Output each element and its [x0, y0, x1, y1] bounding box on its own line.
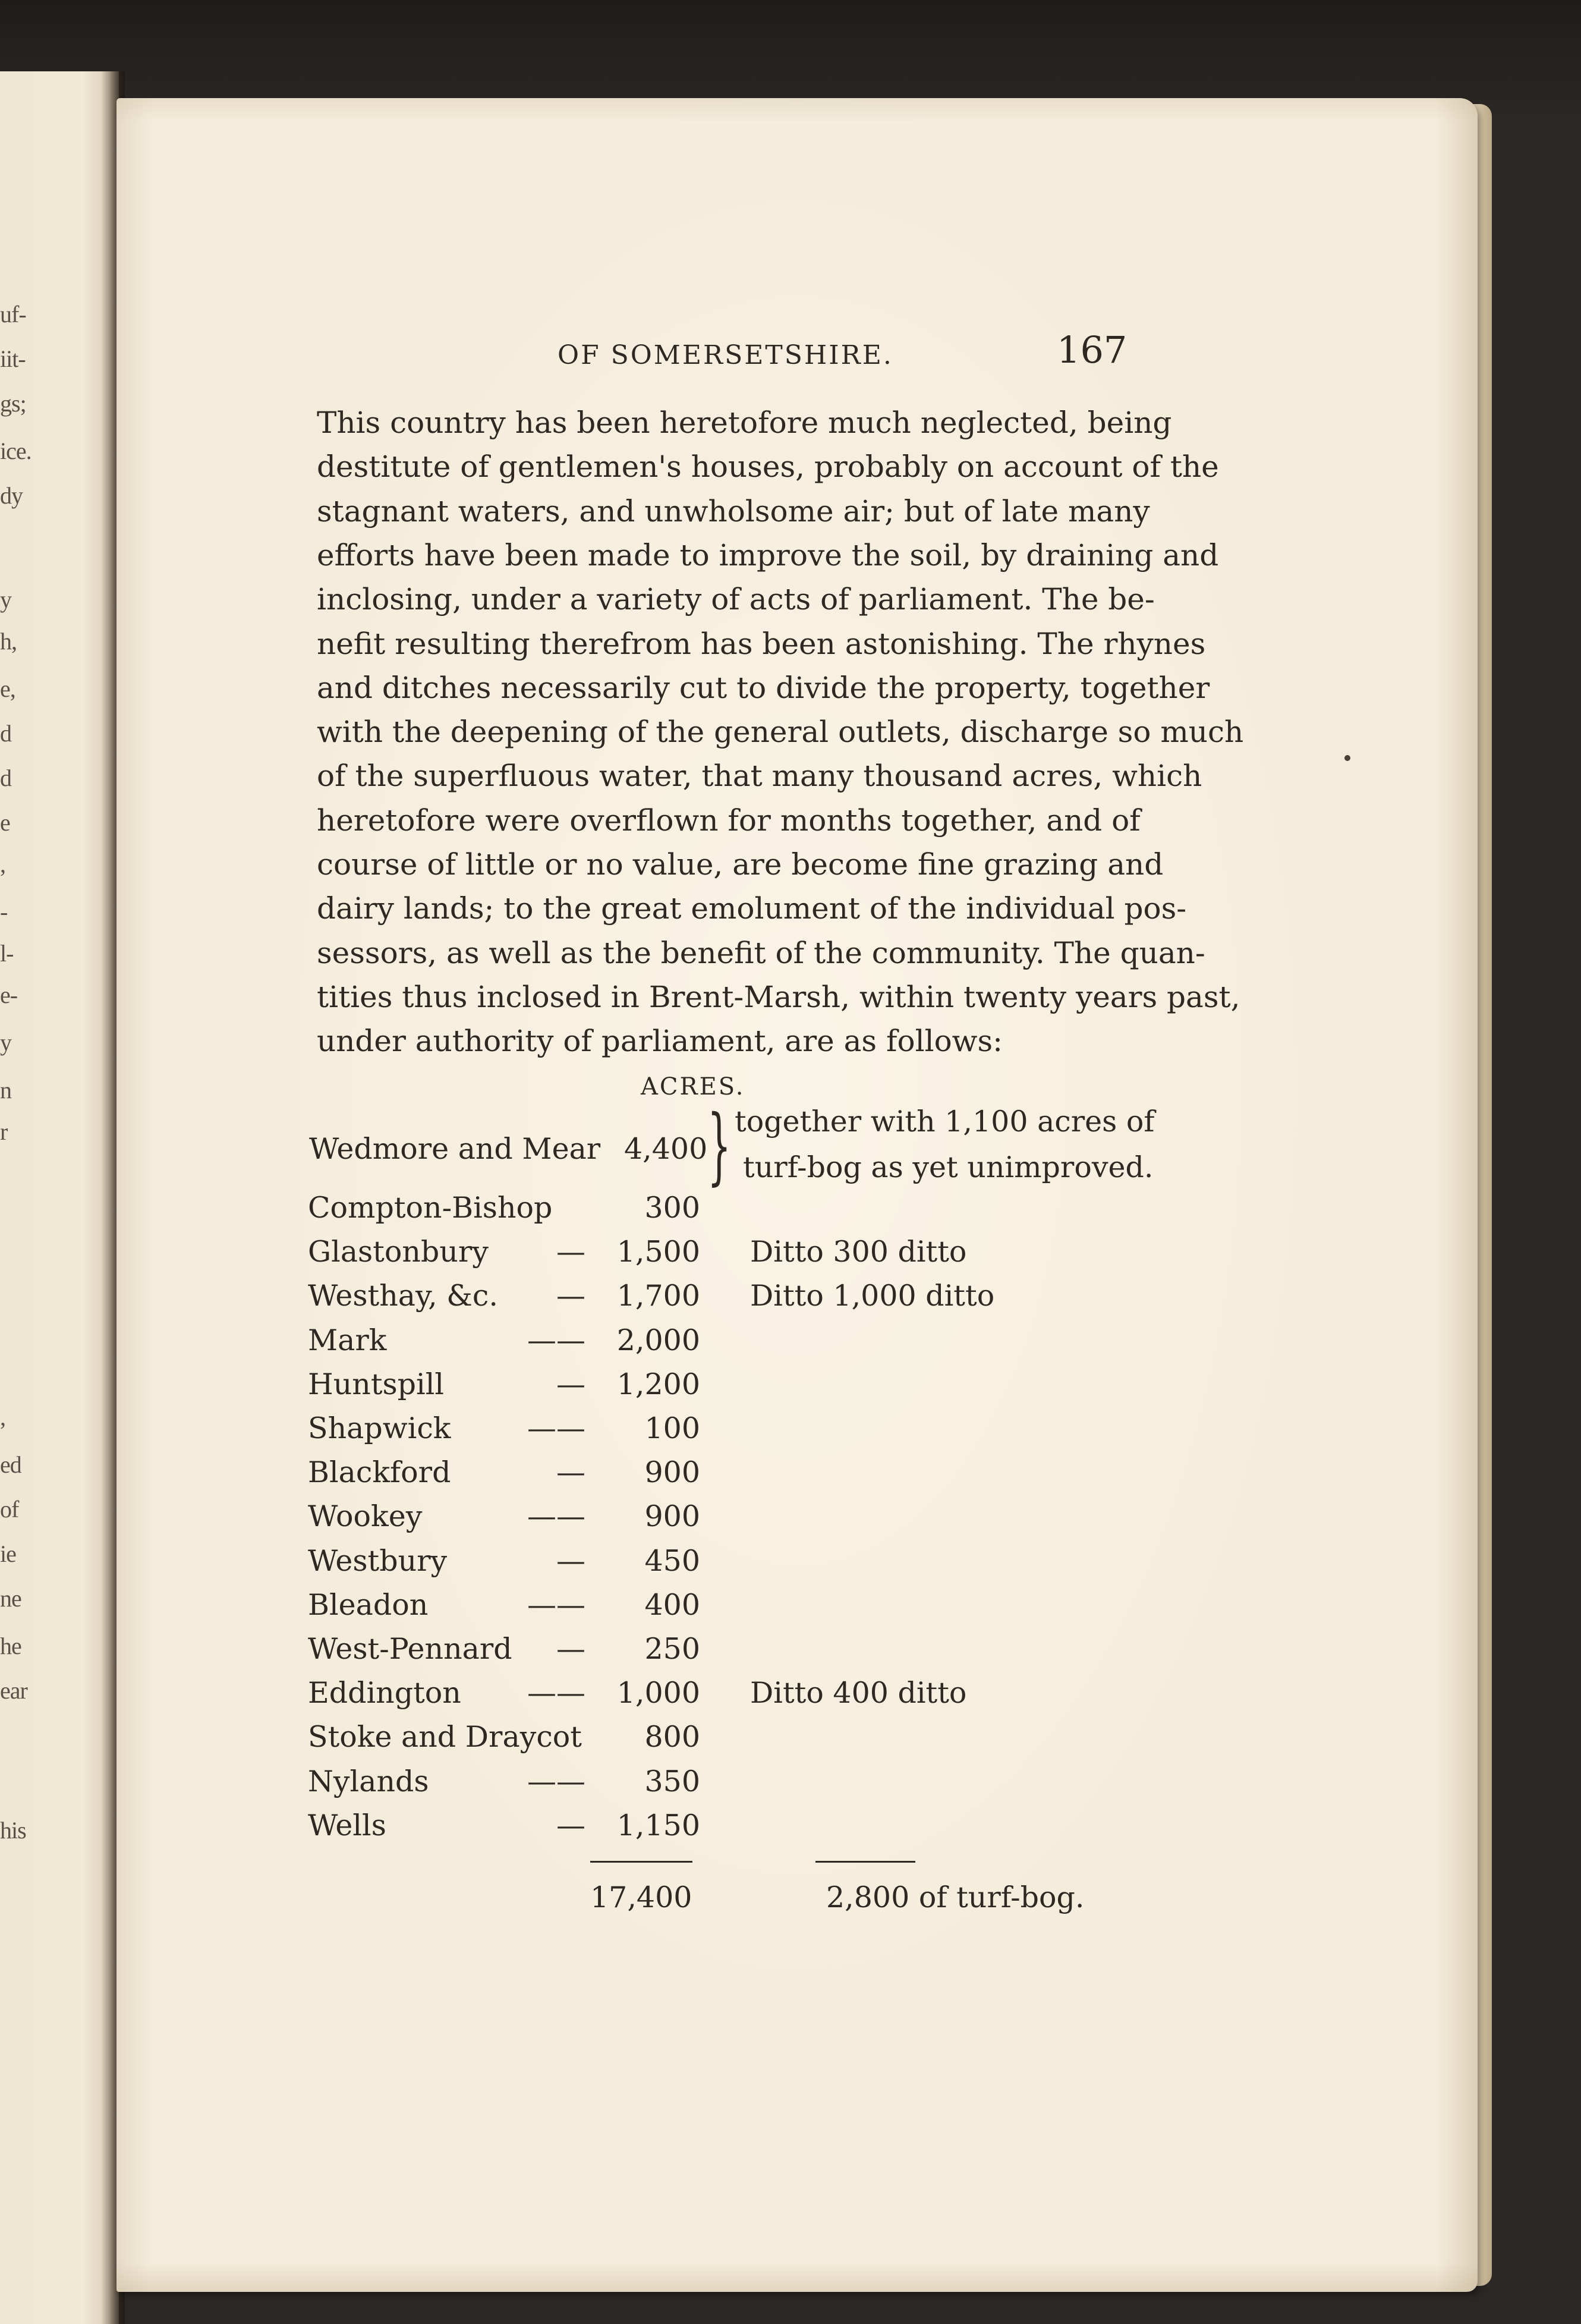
facing-page-fragment: ice. [0, 438, 32, 464]
row-place: Stoke and Draycot [308, 1720, 582, 1754]
body-line: sessors, as well as the benefit of the community. The quan- [317, 935, 1205, 970]
facing-page-fragment: , [0, 851, 5, 878]
row-acres: 900 [644, 1455, 700, 1490]
facing-page-fragment: e- [0, 982, 18, 1008]
body-line: of the superfluous water, that many thousand acres, which [317, 759, 1202, 794]
row-dash: —— [527, 1411, 585, 1445]
body-line: heretofore were overflown for months together, and of [317, 803, 1141, 838]
row-dash: — [556, 1279, 585, 1313]
row-note: Ditto 400 ditto [750, 1676, 967, 1710]
row-place: Westbury [308, 1543, 448, 1578]
row-dash: — [556, 1543, 585, 1578]
row-place: Blackford [308, 1455, 451, 1490]
body-line: stagnant waters, and unwholsome air; but of late many [317, 493, 1150, 529]
facing-page-fragment: , [0, 1404, 5, 1430]
row-note: Ditto 1,000 ditto [750, 1279, 995, 1313]
row-place: West-Pennard [308, 1632, 512, 1666]
row-acres: 2,000 [616, 1323, 700, 1357]
body-line: tities thus inclosed in Brent-Marsh, within twenty years past, [317, 979, 1240, 1014]
row-dash: —— [527, 1323, 585, 1357]
facing-page-fragment: ie [0, 1540, 16, 1567]
row-acres: 400 [644, 1587, 700, 1622]
row-place: Bleadon [308, 1587, 429, 1622]
first-row-note-line2: turf-bog as yet unimproved. [743, 1150, 1154, 1184]
acres-column-header: ACRES. [641, 1073, 745, 1100]
total-rule-turf [815, 1861, 915, 1863]
row-place: Huntspill [308, 1367, 445, 1401]
facing-page-fragment: y [0, 1029, 11, 1056]
row-dash: —— [527, 1587, 585, 1622]
first-row-acres: 4,400 [624, 1132, 708, 1166]
body-line: dairy lands; to the great emolument of the individual pos- [317, 891, 1187, 926]
row-acres: 250 [644, 1632, 700, 1666]
facing-page-fragment: ear [0, 1677, 27, 1704]
running-title: OF SOMERSETSHIRE. [558, 340, 893, 370]
row-dash: —— [527, 1676, 585, 1710]
row-dash: — [556, 1235, 585, 1269]
row-dash: —— [527, 1499, 585, 1534]
row-place: Westhay, &c. [308, 1279, 498, 1313]
row-place: Wells [308, 1808, 386, 1842]
total-acres: 17,400 [590, 1880, 692, 1914]
first-row-place: Wedmore and Mear [309, 1132, 601, 1166]
facing-page-fragment: e [0, 809, 10, 836]
row-acres: 1,000 [616, 1676, 700, 1710]
facing-page-fragment: y [0, 586, 11, 613]
row-acres: 450 [644, 1543, 700, 1578]
facing-page-fragment: ne [0, 1585, 21, 1612]
body-line: under authority of parliament, are as follows: [317, 1024, 1003, 1059]
row-acres: 900 [644, 1499, 700, 1534]
row-acres: 300 [644, 1191, 700, 1225]
facing-page-fragment: his [0, 1817, 26, 1844]
body-line: efforts have been made to improve the soil, by draining and [317, 537, 1219, 573]
row-place: Glastonbury [308, 1235, 489, 1269]
row-place: Compton-Bishop [308, 1191, 553, 1225]
page-number: 167 [1057, 328, 1128, 372]
row-dash: — [556, 1632, 585, 1666]
row-place: Eddington [308, 1676, 461, 1710]
facing-page-fragment: ed [0, 1451, 21, 1478]
facing-page-fragment: he [0, 1633, 21, 1659]
facing-page-fragment: r [0, 1118, 8, 1145]
row-acres: 100 [644, 1411, 700, 1445]
brace-symbol: } [707, 1097, 732, 1194]
facing-page-fragment: dy [0, 482, 23, 509]
row-acres: 1,700 [616, 1279, 700, 1313]
body-line: This country has been heretofore much neglected, being [317, 405, 1172, 440]
body-line: and ditches necessarily cut to divide the property, together [317, 670, 1210, 705]
body-line: course of little or no value, are become fine grazing and [317, 847, 1164, 882]
facing-page-fragment: gs; [0, 390, 26, 417]
row-place: Nylands [308, 1764, 429, 1798]
total-turf-bog: 2,800 of turf-bog. [826, 1880, 1085, 1914]
facing-page-fragment: of [0, 1496, 19, 1523]
row-place: Wookey [308, 1499, 423, 1534]
ink-spot [1344, 755, 1350, 761]
first-row-note-line1: together with 1,100 acres of [735, 1105, 1155, 1139]
row-dash: — [556, 1367, 585, 1401]
row-dash: — [556, 1808, 585, 1842]
row-acres: 350 [644, 1764, 700, 1798]
row-place: Shapwick [308, 1411, 451, 1445]
facing-page-fragment: d [0, 765, 11, 791]
facing-page-fragment: - [0, 898, 8, 925]
facing-page-fragment: l- [0, 940, 14, 967]
row-acres: 1,150 [616, 1808, 700, 1842]
row-note: Ditto 300 ditto [750, 1235, 967, 1269]
row-dash: — [556, 1455, 585, 1490]
row-acres: 1,500 [616, 1235, 700, 1269]
facing-page-fragment: h, [0, 628, 17, 655]
row-place: Mark [308, 1323, 387, 1357]
row-dash: —— [527, 1764, 585, 1798]
row-acres: 1,200 [616, 1367, 700, 1401]
body-line: nefit resulting therefrom has been astonishing. The rhynes [317, 626, 1206, 661]
body-line: destitute of gentlemen's houses, probably on account of the [317, 449, 1219, 485]
facing-page-fragment: uf- [0, 301, 26, 328]
total-rule-acres [590, 1861, 692, 1863]
facing-page-fragment: e, [0, 675, 15, 702]
facing-page-fragment: n [0, 1077, 11, 1103]
facing-page-fragment: iit- [0, 345, 26, 372]
body-line: with the deepening of the general outlets, discharge so much [317, 715, 1244, 750]
facing-page-fragment: d [0, 720, 11, 747]
body-line: inclosing, under a variety of acts of parliament. The be- [317, 582, 1155, 617]
row-acres: 800 [644, 1720, 700, 1754]
